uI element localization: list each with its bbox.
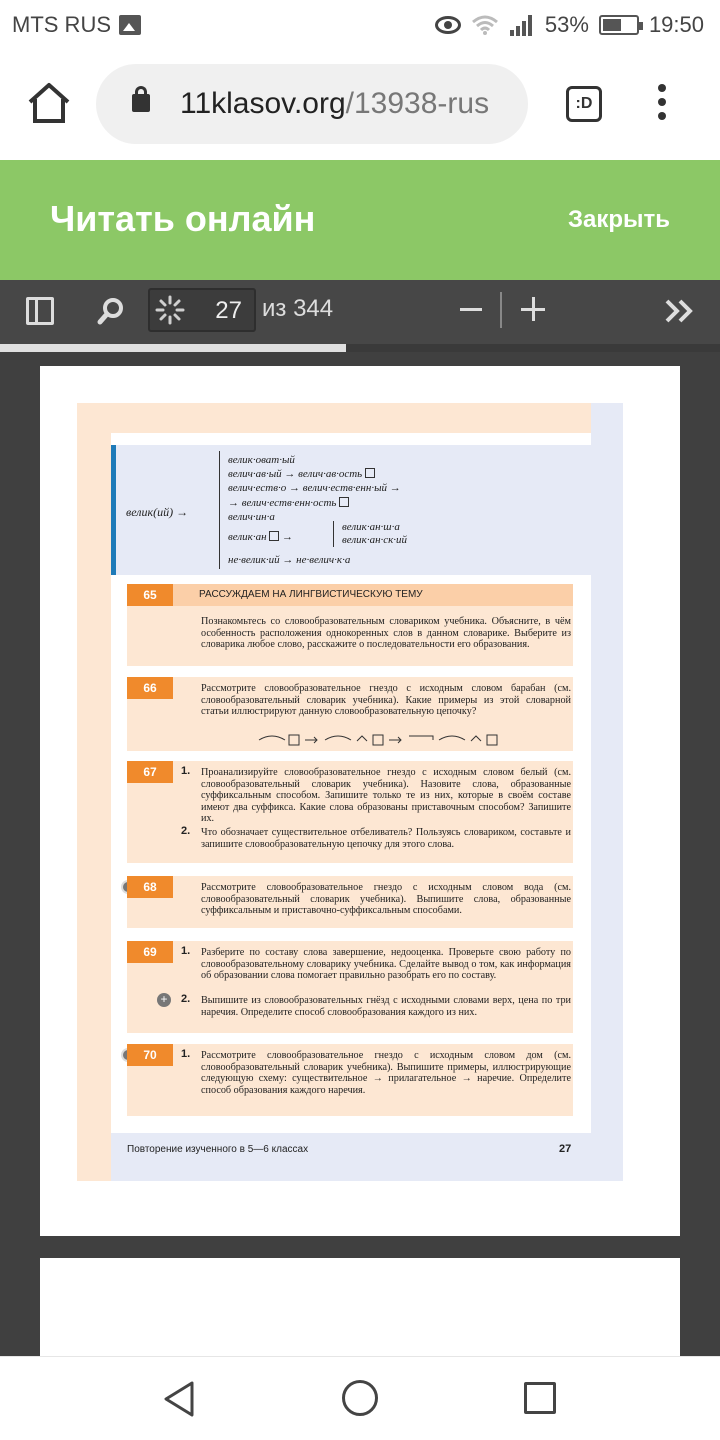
task-66 (127, 677, 573, 751)
scheme-lines (228, 453, 401, 567)
page-footer-text: Повторение изученного в 5—6 классах (127, 1144, 309, 1155)
carrier-name: MTS RUS (12, 12, 111, 37)
task-item: Проанализируйте словообразовательное гнездо с исходным словом белый (см. словообразовательный словарик учебника). Назовите слова, образованные суффиксальным способом. Запишите только те из них, которые в своём составе имеют два суффикса. Какие слова образованы приставочным способом? Запишите их. (201, 767, 571, 825)
task-number: 67 (127, 761, 173, 783)
scheme-bracket (219, 451, 220, 569)
load-progress-track (0, 344, 720, 352)
pdf-page (40, 366, 680, 1236)
zoom-in-button[interactable] (518, 294, 548, 324)
url-host: 11klasov.org (180, 87, 346, 120)
page-left-band (77, 403, 111, 1181)
loading-spinner-icon (154, 294, 186, 326)
scheme-line: велич·ав·ый → велич·ав·ость (228, 467, 401, 481)
system-nav-bar (0, 1356, 720, 1440)
word-formation-scheme (111, 445, 591, 575)
status-bar (0, 0, 720, 50)
url-path: /13938-rus (345, 87, 490, 120)
recent-apps-icon[interactable] (524, 1382, 556, 1414)
page-footer-band (111, 1133, 591, 1181)
zoom-out-button[interactable] (458, 294, 484, 324)
task-number: 65 (127, 584, 173, 606)
page-footer-number: 27 (559, 1143, 572, 1155)
scheme-line: велик·ан·ск·ий (342, 534, 408, 546)
task-70 (127, 1044, 573, 1116)
pdf-toolbar (0, 280, 720, 344)
item-marker: 2. (181, 825, 191, 837)
next-pdf-page (40, 1258, 680, 1356)
task-65 (127, 584, 573, 666)
textbook-page (77, 403, 623, 1181)
zoom-divider (500, 292, 502, 328)
task-text: Рассмотрите словообразовательное гнездо с исходным словом барабан (см. словообразовательный словарик учебника). Какие примеры из этой словарной статьи иллюстрируют данную словообразовательную цепочку? (201, 683, 571, 718)
item-marker: 2. (181, 993, 191, 1005)
page-total: из 344 (262, 295, 334, 322)
scheme-sub-branch (333, 521, 407, 547)
address-bar[interactable] (96, 64, 528, 144)
task-text: Познакомьтесь со словообразовательным словариком учебника. Объясните, в чём особенность расположения однокоренных слов в данном словарике. Выберите из словарика любое слово, расскажите о последовательности его образования. (201, 616, 571, 651)
status-left (12, 12, 141, 38)
task-number: 70 (127, 1044, 173, 1066)
task-item: Рассмотрите словообразовательное гнездо с исходным словом дом (см. словообразовательный словарик учебника). Выпишите примеры, иллюстрирующие следующую схему: существительное → прилагательное → наречие. Определите способ образования каждого наречия. (201, 1050, 571, 1096)
task-67 (127, 761, 573, 863)
page-top-band (77, 403, 591, 433)
close-button[interactable]: Закрыть (567, 206, 670, 233)
reader-title: Читать онлайн (50, 198, 316, 239)
page-number-input[interactable] (148, 288, 256, 332)
task-text: Рассмотрите словообразовательное гнездо с исходным словом вода (см. словообразовательный словарик учебника). Выпишите слова, образованные суффиксальным и приставочно-суффиксальным способами. (201, 882, 571, 917)
task-69 (127, 941, 573, 1033)
home-icon[interactable] (24, 78, 74, 128)
task-item: Что обозначает существительное отбеливатель? Пользуясь словариком, составьте и запишите словообразовательную цепочку для этого слова. (201, 827, 571, 850)
status-right (435, 12, 704, 38)
scheme-line: → велич·еств·енн·ость (228, 496, 401, 510)
task-number: 66 (127, 677, 173, 699)
tab-switcher-button[interactable]: :D (566, 86, 602, 122)
scheme-line: велич·ин·а (228, 510, 275, 523)
task-item: Выпишите из словообразовательных гнёзд с исходными словами верх, цена по три наречия. Определите способ словообразования каждого из них. (201, 995, 571, 1018)
scheme-line: велик·ан → (228, 531, 294, 544)
browser-toolbar (0, 50, 720, 160)
load-progress-fill (0, 344, 346, 352)
back-icon[interactable] (160, 1379, 200, 1419)
battery-icon (599, 15, 639, 35)
plus-icon: + (157, 993, 171, 1007)
scheme-line: не·велик·ий → не·велич·к·а (228, 554, 351, 567)
task-68 (127, 876, 573, 928)
scheme-line: велик·оват·ый (228, 454, 295, 466)
task-number: 68 (127, 876, 173, 898)
task-heading: РАССУЖДАЕМ НА ЛИНГВИСТИЧЕСКУЮ ТЕМУ (173, 584, 573, 606)
double-chevron-right-icon[interactable] (664, 298, 696, 324)
signal-icon (509, 14, 535, 36)
scheme-line: велич·еств·о → велич·еств·енн·ый → (228, 482, 401, 495)
battery-percent: 53% (544, 12, 589, 37)
lock-icon (132, 94, 150, 112)
search-icon[interactable] (96, 296, 126, 326)
wifi-icon (471, 14, 499, 36)
item-marker: 1. (181, 1048, 191, 1060)
reader-header (0, 160, 720, 280)
sidebar-toggle-icon[interactable] (26, 297, 54, 325)
task-item: Разберите по составу слова завершение, недооценка. Проверьте свою работу по словообразовательному словарику учебника. Сделайте вывод о том, как информация об образовании слова помогает правильно разобрать его по составу. (201, 947, 571, 982)
clock: 19:50 (648, 12, 704, 37)
url-text[interactable] (180, 87, 510, 121)
scheme-line: велик·ан·ш·а (342, 521, 400, 533)
task-number: 69 (127, 941, 173, 963)
item-marker: 1. (181, 765, 191, 777)
current-page: 27 (215, 297, 242, 324)
home-circle-icon[interactable] (342, 1380, 378, 1416)
item-marker: 1. (181, 945, 191, 957)
image-icon (119, 15, 141, 35)
eye-icon (435, 16, 461, 34)
pdf-viewer[interactable] (0, 352, 720, 1356)
word-chain-diagram (257, 732, 517, 748)
scheme-root: велик(ий) → (126, 505, 189, 519)
overflow-menu-icon[interactable] (652, 84, 672, 124)
